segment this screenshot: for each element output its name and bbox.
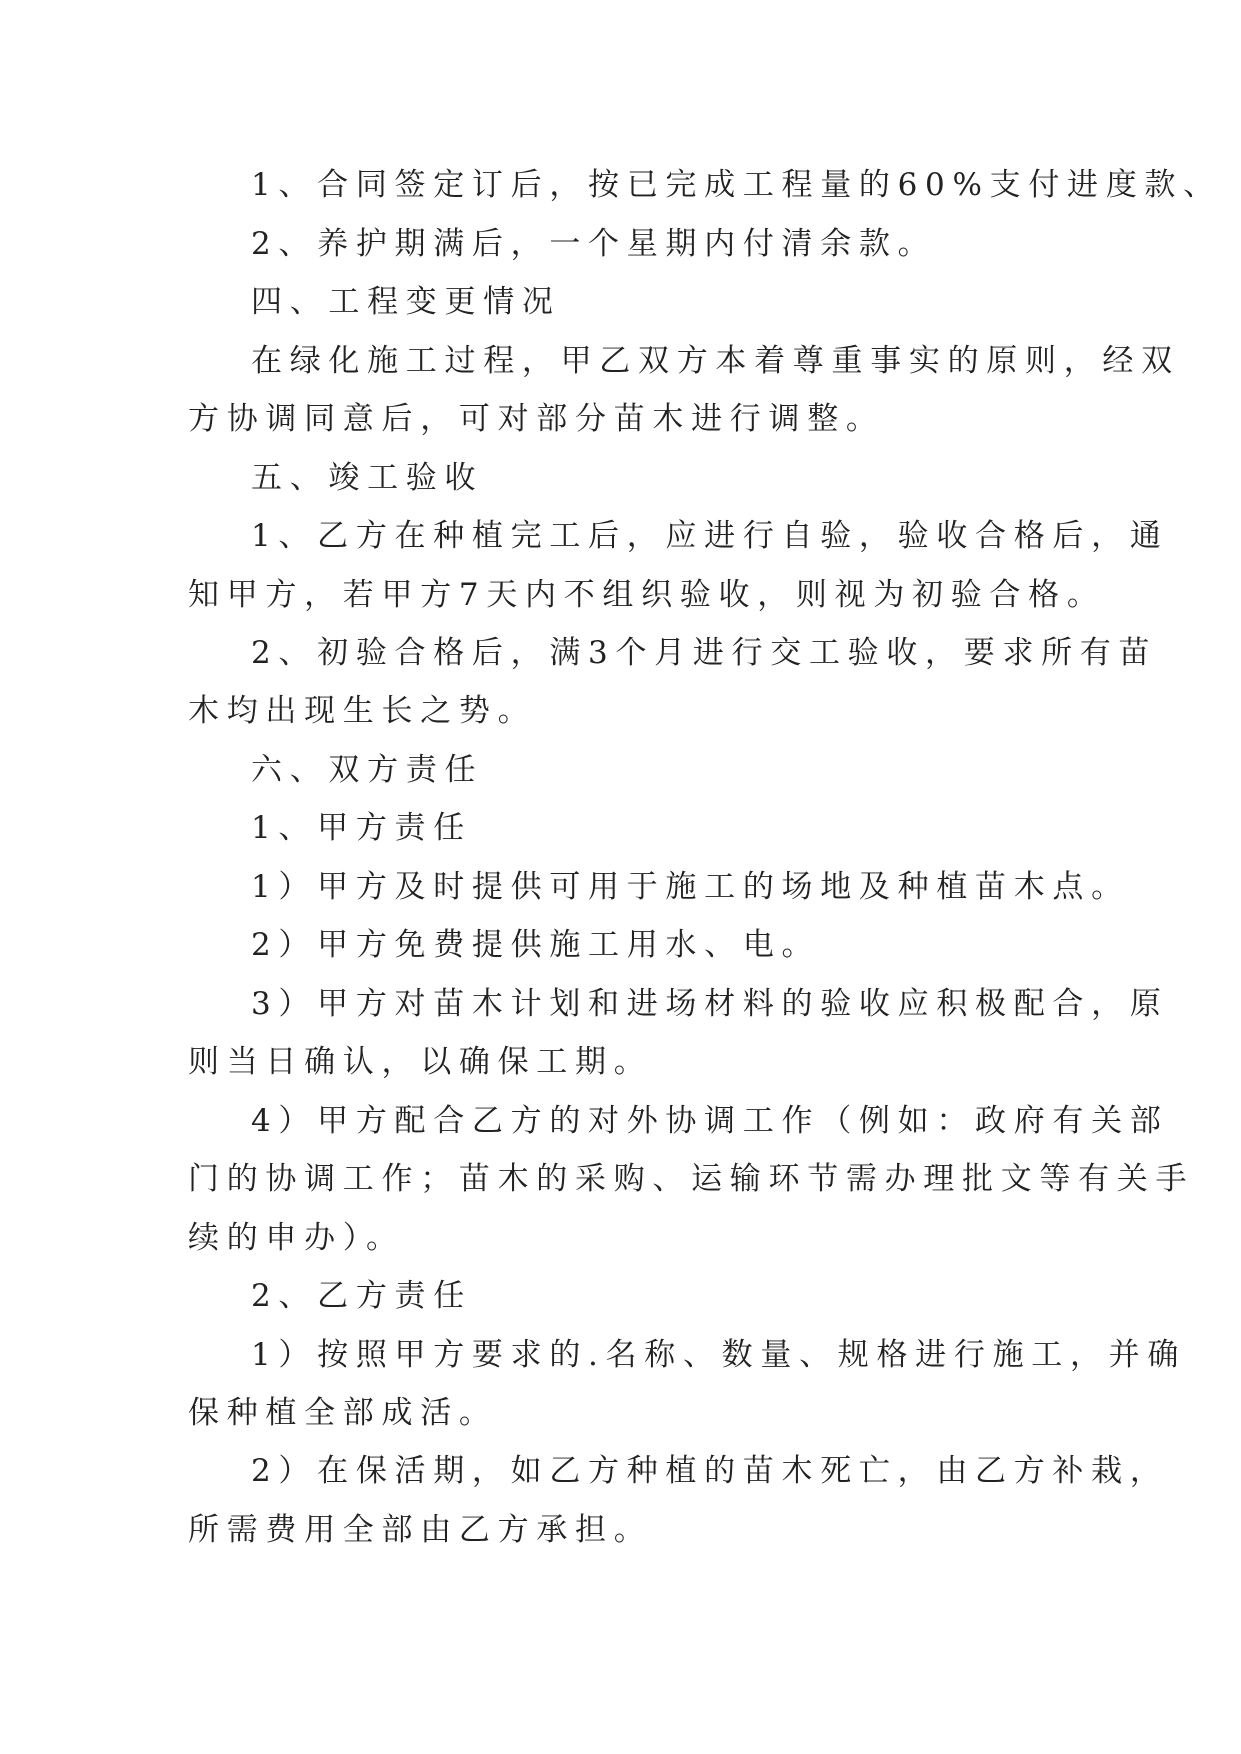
paragraph-line: 方协调同意后，可对部分苗木进行调整。	[188, 401, 885, 437]
section-heading: 六、双方责任	[251, 752, 484, 788]
subsection-heading: 1、甲方责任	[251, 810, 472, 846]
paragraph-line: 1）按照甲方要求的.名称、数量、规格进行施工，并确	[251, 1337, 1187, 1373]
paragraph-line: 续的申办）。	[188, 1220, 405, 1256]
paragraph-line: 木均出现生长之势。	[188, 693, 537, 729]
paragraph-line: 1）甲方及时提供可用于施工的场地及种植苗木点。	[251, 869, 1130, 905]
paragraph-line: 保种植全部成活。	[188, 1395, 498, 1431]
paragraph-line: 知甲方，若甲方7天内不组织验收，则视为初验合格。	[188, 577, 1106, 613]
section-heading: 四、工程变更情况	[251, 284, 561, 320]
paragraph-line: 3）甲方对苗木计划和进场材料的验收应积极配合，原	[251, 986, 1169, 1022]
paragraph-line: 4）甲方配合乙方的对外协调工作（例如：政府有关部	[251, 1103, 1169, 1139]
paragraph-line: 2）甲方免费提供施工用水、电。	[251, 927, 821, 963]
section-heading: 五、竣工验收	[251, 460, 484, 496]
paragraph-line: 1、合同签定订后，按已完成工程量的60%支付进度款、	[251, 167, 1222, 203]
subsection-heading: 2、乙方责任	[251, 1278, 472, 1314]
paragraph-line: 2、养护期满后，一个星期内付清余款。	[251, 226, 937, 262]
paragraph-line: 在绿化施工过程，甲乙双方本着尊重事实的原则，经双	[251, 343, 1180, 379]
paragraph-line: 门的协调工作；苗木的采购、运输环节需办理批文等有关手	[188, 1161, 1195, 1197]
paragraph-line: 2）在保活期，如乙方种植的苗木死亡，由乙方补栽，	[251, 1453, 1169, 1489]
paragraph-line: 则当日确认，以确保工期。	[188, 1044, 653, 1080]
paragraph-line: 2、初验合格后，满3个月进行交工验收，要求所有苗	[251, 635, 1158, 671]
paragraph-line: 1、乙方在种植完工后，应进行自验，验收合格后，通	[251, 518, 1169, 554]
paragraph-line: 所需费用全部由乙方承担。	[188, 1512, 653, 1548]
